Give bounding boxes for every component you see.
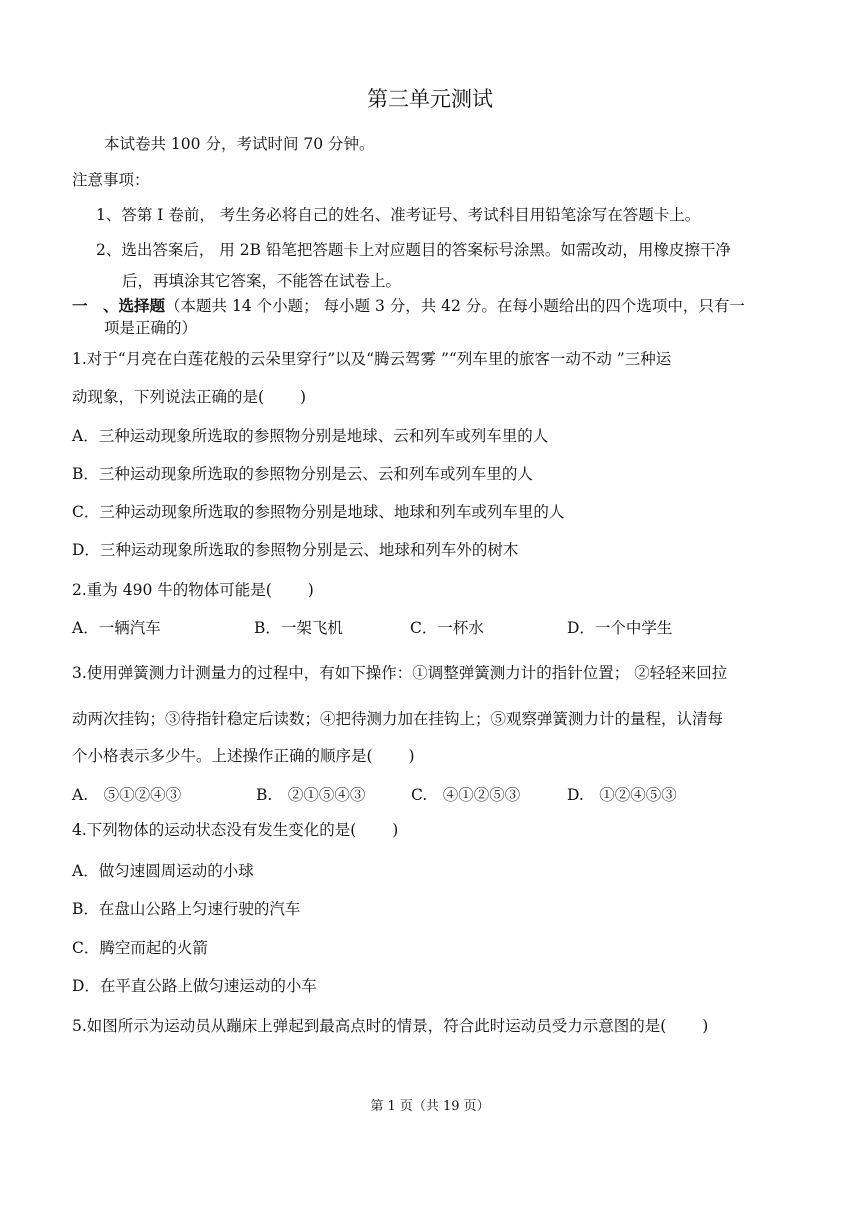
- question-4-option-b: B．在盘山公路上匀速行驶的汽车: [72, 900, 301, 918]
- question-3-option-a: A. ⑤①②④③: [72, 786, 182, 804]
- notes-heading: 注意事项：: [72, 171, 150, 189]
- question-3-option-c: C. ④①②⑤③: [411, 786, 521, 804]
- section-description: （本题共 14 个小题； 每小题 3 分，共 42 分。在每小题给出的四个选项中，只有一: [165, 297, 745, 315]
- section-description-continued: 项是正确的）: [104, 319, 198, 337]
- note-item-1: 1、答第 Ⅰ 卷前， 考生务必将自己的姓名、准考证号、考试科目用铅笔涂写在答题卡上。: [96, 206, 701, 224]
- exam-intro: 本试卷共 100 分，考试时间 70 分钟。: [104, 135, 375, 153]
- note-item-2-continued: 后，再填涂其它答案，不能答在试卷上。: [122, 272, 402, 290]
- question-2-option-b: B．一架飞机: [254, 619, 343, 637]
- question-3-option-b: B. ②①⑤④③: [256, 786, 366, 804]
- section-name: 选择题: [118, 296, 166, 315]
- question-3-stem-continued-2: 个小格表示多少牛。上述操作正确的顺序是( ): [72, 747, 415, 765]
- note-item-2: 2、选出答案后， 用 2B 铅笔把答题卡上对应题目的答案标号涂黑。如需改动，用橡皮擦干净: [96, 241, 731, 259]
- question-1-stem-continued: 动现象，下列说法正确的是( ): [72, 388, 307, 406]
- question-1-option-a: A．三种运动现象所选取的参照物分别是地球、云和列车或列车里的人: [72, 427, 549, 445]
- section-number: 一 、: [72, 296, 119, 315]
- question-4-option-a: A．做匀速圆周运动的小球: [72, 862, 254, 880]
- question-1-option-c: C．三种运动现象所选取的参照物分别是地球、地球和列车或列车里的人: [72, 503, 565, 521]
- question-1-option-d: D．三种运动现象所选取的参照物分别是云、地球和列车外的树木: [72, 541, 519, 559]
- question-3-option-d: D. ①②④⑤③: [567, 786, 677, 804]
- question-3-stem: 3.使用弹簧测力计测量力的过程中，有如下操作：①调整弹簧测力计的指针位置； ②轻轻来回拉: [72, 664, 728, 682]
- question-4-option-d: D．在平直公路上做匀速运动的小车: [72, 977, 317, 995]
- question-1-option-b: B．三种运动现象所选取的参照物分别是云、云和列车或列车里的人: [72, 465, 533, 483]
- page-title: 第三单元测试: [367, 87, 493, 111]
- section-heading: [72, 296, 745, 316]
- question-2-option-a: A．一辆汽车: [72, 619, 161, 637]
- question-2-option-d: D．一个中学生: [567, 619, 673, 637]
- question-4-option-c: C．腾空而起的火箭: [72, 939, 208, 957]
- question-1-stem: 1.对于“月亮在白莲花般的云朵里穿行”以及“腾云驾雾 ”“列车里的旅客一动不动 ”三种运: [72, 350, 672, 368]
- page-footer: 第 1 页（共 19 页）: [370, 1099, 490, 1114]
- question-2-option-c: C．一杯水: [410, 619, 484, 637]
- question-2-stem: 2.重为 490 牛的物体可能是( ): [72, 581, 314, 599]
- question-4-stem: 4.下列物体的运动状态没有发生变化的是( ): [72, 821, 399, 839]
- question-3-stem-continued: 动两次挂钩；③待指针稳定后读数；④把待测力加在挂钩上；⑤观察弹簧测力计的量程，认清每: [72, 710, 724, 728]
- question-5-stem: 5.如图所示为运动员从蹦床上弹起到最高点时的情景，符合此时运动员受力示意图的是( ): [72, 1017, 709, 1035]
